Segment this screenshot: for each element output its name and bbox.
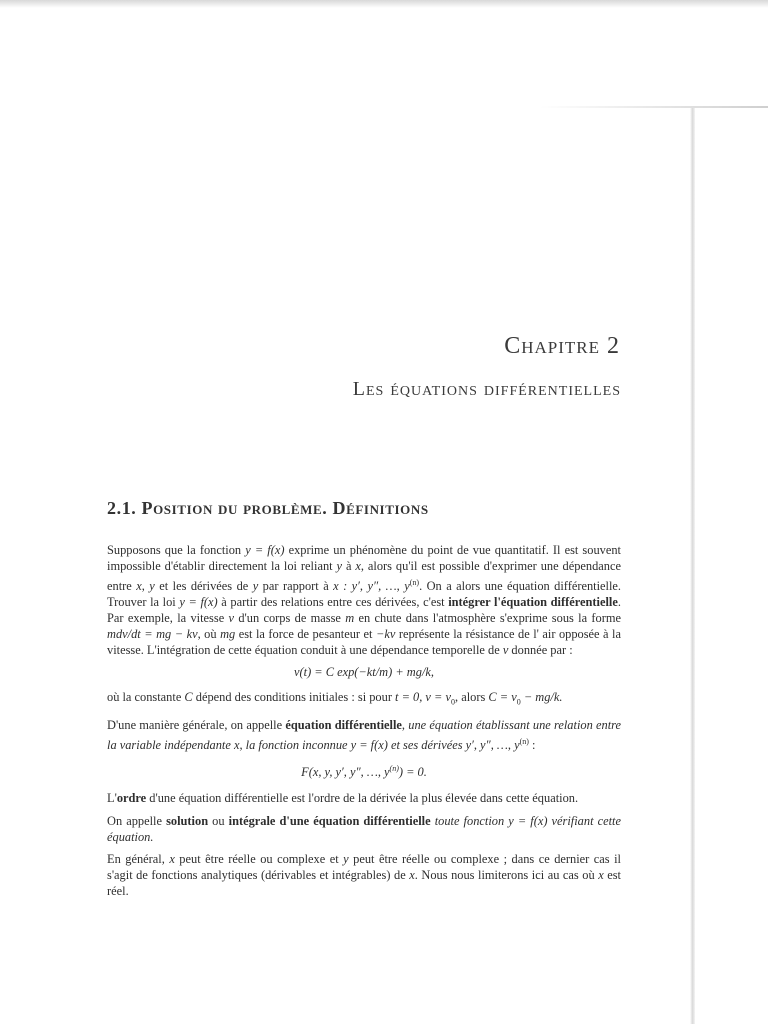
equation-general-form: F(x, y, y′, y″, …, $y^{(n)}) = 0$. <box>301 763 427 779</box>
paragraph-definition: D'une manière générale, on appelle équation différentielle, une équation établissant une relation entre la variable indépendante x, la fonction inconnue y = f(x) et ses dérivées y′, y″, …, $y^{(n)}$ : <box>107 717 621 752</box>
paragraph-solution: On appelle solution ou intégrale d'une équation différentielle toute fonction y = f(x) vérifiant cette équation. <box>107 813 621 844</box>
term-integrer: intégrer l'équation différentielle <box>448 594 618 609</box>
equation-velocity: v(t) = C exp(−kt/m) + mg/k, <box>294 665 434 680</box>
paragraph-order: L'ordre d'une équation différentielle est l'ordre de la dérivée la plus élevée dans cette équation. <box>107 790 579 805</box>
section-title: 2.1. Position du problème. Définitions <box>107 498 429 518</box>
page-edge-right <box>690 108 695 1024</box>
term-equation-differentielle: équation différentielle <box>285 717 402 732</box>
scan-shadow-top <box>0 0 768 8</box>
paragraph-constant: où la constante C dépend des conditions initiales : si pour t = 0, $v = v_0$, alors $C = v_0 - mg/k$. <box>107 690 563 707</box>
page-edge-top <box>540 106 768 108</box>
paragraph-general: En général, x peut être réelle ou complexe et y peut être réelle ou complexe ; dans ce dernier cas il s'agit de fonctions analytiques (dérivables et intégrables) de x. Nous nous limiterons ici au cas où x est réel. <box>107 852 621 899</box>
chapter-title: Les équations différentielles <box>352 378 621 400</box>
term-integrale: intégrale d'une équation différentielle <box>228 813 431 828</box>
body-text <box>107 543 621 907</box>
paragraph-intro: Supposons que la fonction y = f(x) exprime un phénomène du point de vue quantitatif. Il est souvent impossible d'établir directement la loi reliant y à x, alors qu'il est possible d'exprimer une dépendance entre x, y et les dérivées de y par rapport à x : y′, y″, …, $y^{(n)}$. On a alors une équation différentielle. Trouver la loi y = f(x) à partir des relations entre ces dérivées, c'est intégrer l'équation différentielle. Par exemple, la vitesse v d'un corps de masse m en chute dans l'atmosphère s'exprime sous la forme mdv/dt = mg − kv, où mg est la force de pesanteur et −kv représente la résistance de l' air opposée à la vitesse. L'intégration de cette équation conduit à une dépendance temporelle de v donnée par : <box>107 543 622 657</box>
term-solution: solution <box>166 813 209 828</box>
chapter-label: Chapitre 2 <box>504 333 620 359</box>
term-ordre: ordre <box>116 790 147 805</box>
